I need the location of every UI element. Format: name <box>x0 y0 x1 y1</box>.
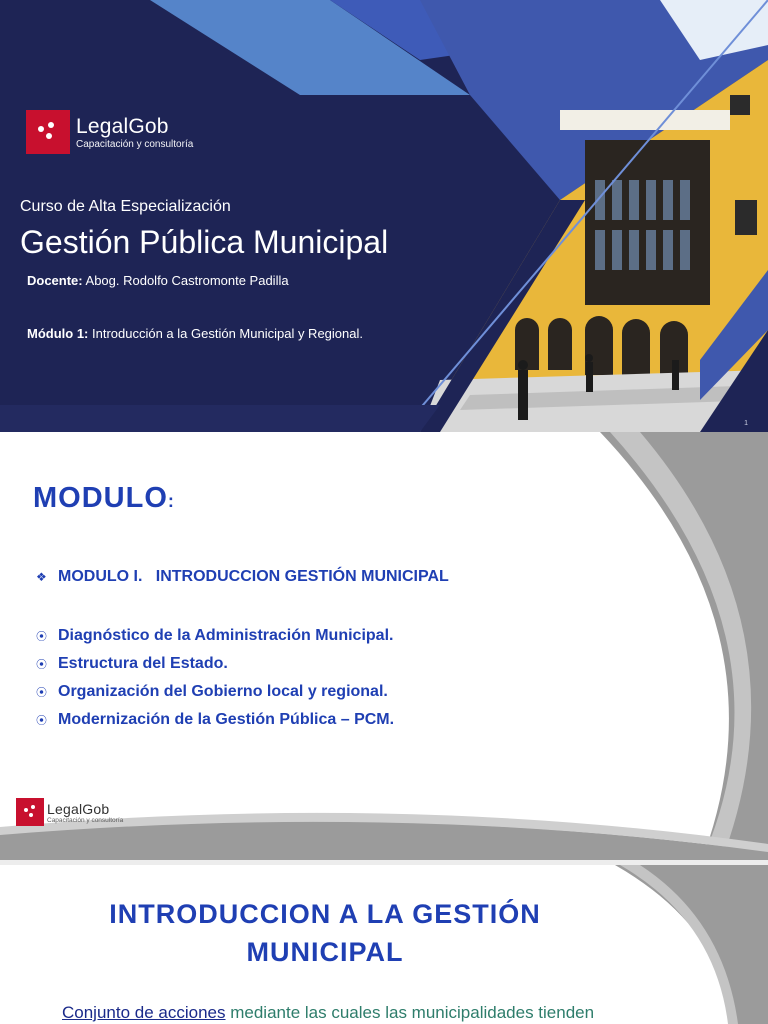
list-item-text: Modernización de la Gestión Pública – PCM. <box>58 711 395 728</box>
introduccion-text <box>62 1003 594 1023</box>
slide-modulo <box>0 432 768 865</box>
diamond-bullet-icon: ❖ <box>36 570 47 584</box>
introduccion-title-line2: MUNICIPAL <box>246 937 404 967</box>
list-item <box>36 706 394 734</box>
course-kicker: Curso de Alta Especialización <box>20 198 231 215</box>
legalgob-logo-icon <box>26 110 70 154</box>
module-label: Módulo 1: <box>27 326 89 341</box>
circle-bullet-icon: ⦿ <box>36 715 47 727</box>
cover-background <box>0 0 768 432</box>
list-item-text: Diagnóstico de la Administración Municipal. <box>58 627 394 644</box>
slide-cover <box>0 0 768 432</box>
logo-name: LegalGob <box>76 114 169 138</box>
module-line <box>27 326 363 341</box>
introduccion-title-line1: INTRODUCCION A LA GESTIÓN <box>109 899 541 929</box>
legalgob-logo-icon <box>16 798 44 826</box>
list-item <box>36 622 394 650</box>
logo-subtitle: Capacitación y consultoría <box>47 816 124 824</box>
list-item <box>36 650 394 678</box>
course-title: Gestión Pública Municipal <box>20 224 389 260</box>
logo-name: LegalGob <box>47 800 110 817</box>
introduccion-title <box>60 895 590 971</box>
teacher-label: Docente: <box>27 273 83 288</box>
logo-subtitle: Capacitación y consultoría <box>76 138 194 150</box>
teacher-value: Abog. Rodolfo Castromonte Padilla <box>82 273 289 288</box>
page-number: 1 <box>744 420 748 427</box>
modulo-title-colon: : <box>167 491 175 511</box>
modulo-main-text: MODULO I. INTRODUCCION GESTIÓN MUNICIPAL <box>58 568 449 585</box>
modulo-topic-list <box>36 622 394 734</box>
slide-introduccion <box>0 865 768 1024</box>
circle-bullet-icon: ⦿ <box>36 631 47 643</box>
circle-bullet-icon: ⦿ <box>36 687 47 699</box>
introduccion-text-rest: mediante las cuales las municipalidades tienden <box>225 1003 595 1022</box>
cover-logo <box>26 110 193 154</box>
list-item-text: Estructura del Estado. <box>58 655 228 672</box>
modulo-title-text: MODULO <box>33 482 168 514</box>
circle-bullet-icon: ⦿ <box>36 659 47 671</box>
modulo-main-item <box>36 568 449 586</box>
teacher-line <box>27 273 289 288</box>
modulo-logo <box>16 798 123 826</box>
module-value: Introducción a la Gestión Municipal y Regional. <box>88 326 363 341</box>
list-item <box>36 678 394 706</box>
modulo-title <box>33 482 175 515</box>
list-item-text: Organización del Gobierno local y regional. <box>58 683 388 700</box>
introduccion-text-link[interactable]: Conjunto de acciones <box>62 1003 226 1022</box>
